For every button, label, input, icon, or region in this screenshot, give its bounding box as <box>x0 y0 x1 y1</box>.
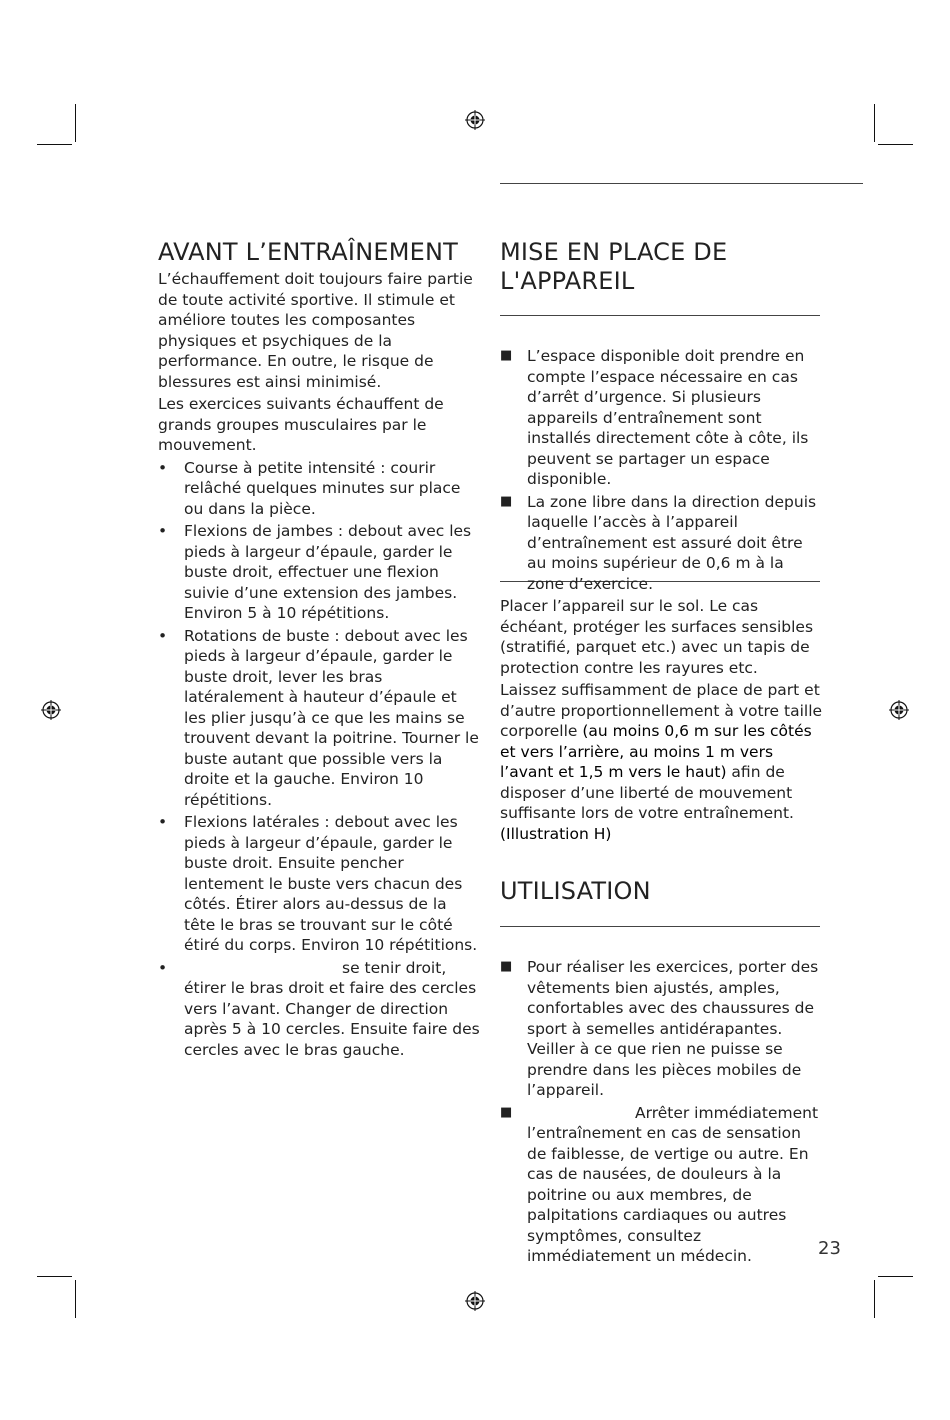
text-span: Laissez suffisamment de place de part et d’autre proportionnellement à votre taille corporelle <box>500 681 823 740</box>
use-list-wrap <box>500 957 825 1269</box>
list-item <box>500 346 825 490</box>
divider <box>500 315 820 316</box>
item-lead: Flexions de jambes <box>184 522 333 540</box>
crop-mark <box>37 144 72 145</box>
item-text: La zone libre dans la direction depuis laquelle l’accès à l’appareil d’entraînement est assuré doit être au moins supérieur de 0,6 m à la zone d’exercice. <box>527 492 817 593</box>
list-item <box>500 492 825 595</box>
crop-mark <box>75 1280 76 1318</box>
bullet-icon: • <box>158 958 168 977</box>
registration-mark-icon <box>465 110 485 130</box>
warmup-list <box>158 458 480 1061</box>
square-bullet-icon: ■ <box>500 348 513 363</box>
setup-list <box>500 346 825 594</box>
text-span-dark: (Illustration H) <box>500 824 612 843</box>
bullet-icon: • <box>158 522 168 540</box>
list-item <box>500 957 825 1101</box>
paragraph: L’échauffement doit toujours faire partie de toute activité sportive. Il stimule et améliore toutes les composantes physiques et psychiques de la performance. En outre, le risque de blessures est ainsi minimisé. <box>158 270 473 391</box>
bullet-icon: • <box>158 813 168 831</box>
item-text: se tenir droit, étirer le bras droit et faire des cercles vers l’avant. Changer de direction après 5 à 10 cercles. Ensuite faire des cercles avec le bras gauche. <box>184 958 480 1059</box>
placement-text <box>500 596 825 844</box>
list-item <box>500 1103 825 1267</box>
item-text: Pour réaliser les exercices, porter des vêtements bien ajustés, amples, confortables avec des chaussures de sport à semelles antidérapantes. Veiller à ce que rien ne puisse se prendre dans les pièces mobiles de l’appareil. <box>527 958 819 1099</box>
paragraph <box>500 680 825 844</box>
item-text: : debout avec les pieds à largeur d’épaule, garder le buste droit, effectuer une flexion suivie d’une extension des jambes. Environ 5 à 10 répétitions. <box>184 522 472 622</box>
page-number: 23 <box>818 1238 841 1259</box>
text-span: afin de disposer d’une liberté de mouvement suffisante lors de votre entraînement. <box>500 763 794 822</box>
section-heading: AVANT L’ENTRAÎNEMENT <box>158 238 459 266</box>
crop-mark <box>878 144 913 145</box>
paragraph: Placer l’appareil sur le sol. Le cas échéant, protéger les surfaces sensibles (stratifié, parquet etc.) avec un tapis de protection contre les rayures etc. <box>500 597 814 677</box>
crop-mark <box>37 1276 72 1277</box>
paragraph: Les exercices suivants échauffent de grands groupes musculaires par le mouvement. <box>158 395 444 454</box>
crop-mark <box>878 1276 913 1277</box>
list-item <box>158 521 480 624</box>
text-span-dark: (au moins 0,6 m sur les côtés et vers l’arrière, au moins 1 m vers l’avant et 1,5 m vers le haut) <box>500 722 812 781</box>
list-item <box>158 458 480 520</box>
list-item <box>158 626 480 811</box>
left-column <box>158 238 480 1062</box>
item-text: Arrêter immédiatement l’entraînement en cas de sensation de faiblesse, de vertige ou autre. En cas de nausées, de douleurs à la poitrine ou aux membres, de palpitations cardiaques ou autres symptômes, consultez immédiatement un médecin. <box>527 1103 819 1265</box>
bullet-icon: • <box>158 626 168 645</box>
registration-mark-icon <box>889 700 909 720</box>
item-lead: Flexions latérales : <box>184 813 330 831</box>
square-bullet-icon: ■ <box>500 1104 513 1120</box>
crop-mark <box>874 104 875 142</box>
square-bullet-icon: ■ <box>500 959 513 974</box>
item-text: L’espace disponible doit prendre en compte l’espace nécessaire en cas d’arrêt d’urgence. Si plusieurs appareils d’entraînement sont installés directement côte à côte, ils peuvent se partager un espace disponible. <box>527 347 809 488</box>
list-item <box>158 812 480 956</box>
item-text: debout avec les pieds à largeur d’épaule, garder le buste droit. Ensuite pencher lentement le buste vers chacun des côtés. Étirer alors au-dessus de la tête le bras se trouvant sur le côté étiré du corps. Environ 10 répétitions. <box>184 813 478 954</box>
registration-mark-icon <box>41 700 61 720</box>
list-item <box>158 958 480 1061</box>
item-lead: Course à petite intensité : <box>184 458 386 477</box>
item-text: courir relâché quelques minutes sur place ou dans la pièce. <box>184 458 461 518</box>
square-bullet-icon: ■ <box>500 493 513 509</box>
section-heading: MISE EN PLACE DE L'APPAREIL <box>500 238 728 295</box>
setup-list-wrap <box>500 346 825 596</box>
item-text: debout avec les pieds à largeur d’épaule, garder le buste droit, lever les bras latéralement à hauteur d’épaule et les plier jusqu’à ce que les mains se trouvent devant la poitrine. Tourner le buste autant que possible vers la droite et la gauche. Environ 10 répétitions. <box>184 626 479 809</box>
setup-section <box>500 238 825 296</box>
use-list <box>500 957 825 1267</box>
item-lead: Rotations de buste : <box>184 626 340 645</box>
section-heading: UTILISATION <box>500 877 651 905</box>
top-rule <box>500 183 863 184</box>
bullet-icon: • <box>158 458 168 477</box>
use-section <box>500 877 825 906</box>
crop-mark <box>75 104 76 142</box>
divider <box>500 926 820 927</box>
crop-mark <box>874 1280 875 1318</box>
registration-mark-icon <box>465 1291 485 1311</box>
